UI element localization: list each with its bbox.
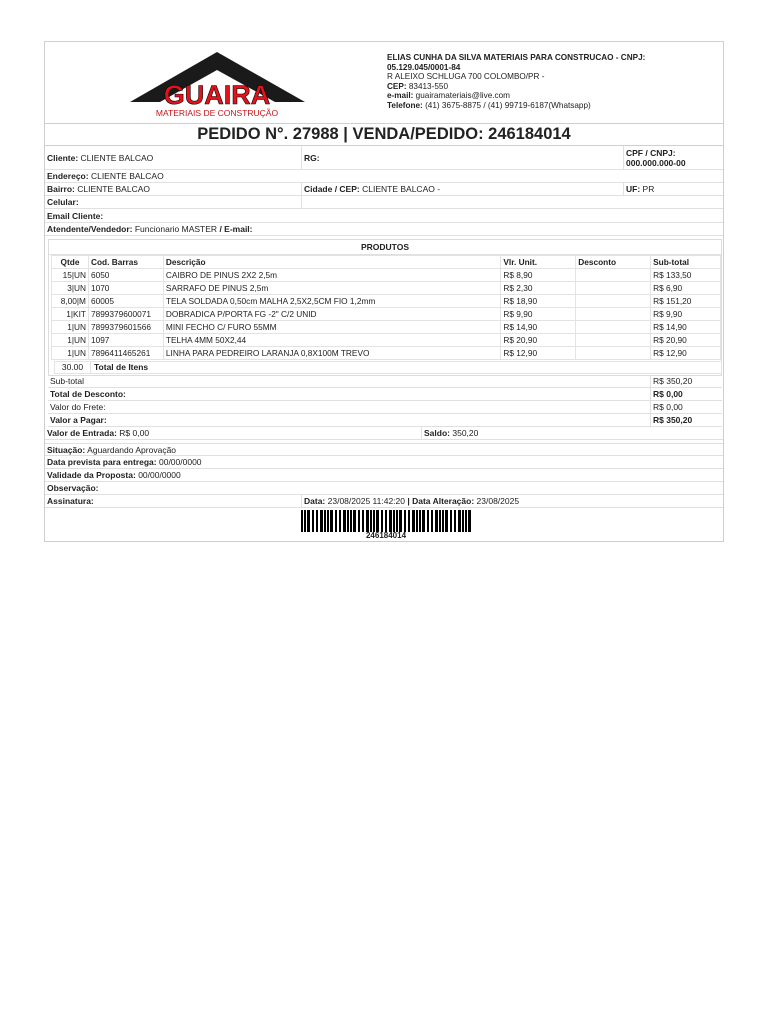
- cpf-cell: CPF / CNPJ: 000.000.000-00: [623, 146, 723, 169]
- subtotal-cell: R$ 9,90: [651, 308, 721, 321]
- qty-cell: 1|UN: [52, 347, 89, 360]
- subtotal-value: R$ 350,20: [650, 375, 723, 387]
- company-cnpj: 05.129.045/0001-84: [387, 62, 461, 72]
- table-row: [52, 308, 721, 321]
- company-cep: 83413-550: [408, 81, 448, 91]
- rg-cell: RG:: [301, 146, 623, 169]
- order-date: 23/08/2025 11:42:20: [327, 496, 405, 506]
- email-row: Email Cliente:: [45, 209, 723, 223]
- description-cell: TELA SOLDADA 0,50cm MALHA 2,5X2,5CM FIO 1,2mm: [163, 295, 500, 308]
- subtotal-cell: R$ 14,90: [651, 321, 721, 334]
- company-info: [387, 53, 717, 110]
- entrada-value: R$ 0,00: [119, 428, 150, 438]
- entrada-row: Valor de Entrada: R$ 0,00 Saldo: 350,20: [45, 427, 723, 440]
- address-row: Endereço: CLIENTE BALCAO: [45, 170, 723, 183]
- client-name: CLIENTE BALCAO: [80, 153, 154, 163]
- to-pay-value: R$ 350,20: [650, 414, 723, 426]
- col-desc: Descrição: [163, 256, 500, 269]
- barcode-cell: 1070: [88, 282, 163, 295]
- validity-row: Validade da Proposta: 00/00/0000: [45, 469, 723, 482]
- order-document: [44, 41, 724, 542]
- qty-cell: 15|UN: [52, 269, 89, 282]
- cep-label: CEP:: [387, 81, 407, 91]
- unit-price-cell: R$ 20,90: [501, 334, 576, 347]
- client-address: CLIENTE BALCAO: [90, 171, 164, 181]
- barcode-cell: 60005: [88, 295, 163, 308]
- subtotal-cell: R$ 20,90: [651, 334, 721, 347]
- unit-price-cell: R$ 8,90: [501, 269, 576, 282]
- client-row: [45, 146, 723, 170]
- col-subtotal: Sub-total: [651, 256, 721, 269]
- delivery-row: Data prevista para entrega: 00/00/0000: [45, 456, 723, 469]
- qty-cell: 3|UN: [52, 282, 89, 295]
- barcode-number: 246184014: [365, 531, 407, 540]
- validity-date: 00/00/0000: [138, 470, 181, 480]
- freight-value: R$ 0,00: [650, 401, 723, 413]
- situation-row: Situação: Aguardando Aprovação: [45, 443, 723, 456]
- qty-cell: 8,00|M: [52, 295, 89, 308]
- total-qty: 30.00: [55, 362, 91, 373]
- qty-cell: 1|KIT: [52, 308, 89, 321]
- table-row: [52, 295, 721, 308]
- unit-price-cell: R$ 12,90: [501, 347, 576, 360]
- logo-brand: GUAIRA: [163, 80, 271, 110]
- discount-cell: [576, 282, 651, 295]
- situation-value: Aguardando Aprovação: [87, 445, 177, 455]
- observation-row: Observação:: [45, 482, 723, 495]
- discount-value: R$ 0,00: [650, 388, 723, 400]
- table-row: [52, 334, 721, 347]
- subtotal-cell: R$ 133,50: [651, 269, 721, 282]
- subtotal-cell: R$ 6,90: [651, 282, 721, 295]
- header: [45, 42, 723, 124]
- col-unit: Vlr. Unit.: [501, 256, 576, 269]
- barcode-cell: 7899379600071: [88, 308, 163, 321]
- unit-price-cell: R$ 18,90: [501, 295, 576, 308]
- company-address: R ALEIXO SCHLUGA 700 COLOMBO/PR -: [387, 72, 545, 81]
- description-cell: DOBRADICA P/PORTA FG -2" C/2 UNID: [163, 308, 500, 321]
- saldo-value: 350,20: [452, 428, 479, 438]
- barcode-cell: 7899379601566: [88, 321, 163, 334]
- discount-cell: [576, 321, 651, 334]
- freight-row: Valor do Frete: R$ 0,00: [48, 401, 722, 414]
- guaira-logo: [130, 52, 305, 120]
- subtotal-cell: R$ 12,90: [651, 347, 721, 360]
- barcode-cell: 7896411465261: [88, 347, 163, 360]
- table-row: [52, 282, 721, 295]
- barcode: [301, 510, 471, 532]
- description-cell: TELHA 4MM 50X2,44: [163, 334, 500, 347]
- table-row: [52, 347, 721, 360]
- attendant-row: Atendente/Vendedor: Funcionario MASTER / E-mail:: [45, 223, 723, 236]
- phone-label: Telefone:: [387, 100, 423, 110]
- logo-tagline: MATERIAIS DE CONSTRUÇÃO: [155, 108, 279, 118]
- email-label: e-mail:: [387, 91, 414, 100]
- barcode-cell: 6050: [88, 269, 163, 282]
- client-bairro: CLIENTE BALCAO: [77, 184, 150, 194]
- discount-cell: [576, 295, 651, 308]
- order-title: PEDIDO N°. 27988 | VENDA/PEDIDO: 246184014: [45, 124, 723, 146]
- description-cell: LINHA PARA PEDREIRO LARANJA 0,8X100M TREVO: [163, 347, 500, 360]
- barcode-cell: 1097: [88, 334, 163, 347]
- client-uf: PR: [642, 184, 655, 194]
- col-cod: Cod. Barras: [88, 256, 163, 269]
- table-row: [52, 269, 721, 282]
- to-pay-row: Valor a Pagar: R$ 350,20: [48, 414, 722, 427]
- change-date: 23/08/2025: [476, 496, 520, 506]
- discount-cell: [576, 308, 651, 321]
- delivery-date: 00/00/0000: [158, 457, 202, 467]
- total-items-row: [54, 361, 722, 374]
- bairro-row: Bairro: CLIENTE BALCAO Cidade / CEP: CLIENTE BALCAO - UF: PR: [45, 183, 723, 196]
- qty-cell: 1|UN: [52, 321, 89, 334]
- products-section: [48, 239, 722, 376]
- qty-cell: 1|UN: [52, 334, 89, 347]
- subtotal-row: Sub-total R$ 350,20: [48, 375, 722, 388]
- table-header: [52, 256, 721, 269]
- unit-price-cell: R$ 9,90: [501, 308, 576, 321]
- discount-cell: [576, 347, 651, 360]
- discount-cell: [576, 334, 651, 347]
- subtotal-cell: R$ 151,20: [651, 295, 721, 308]
- unit-price-cell: R$ 2,30: [501, 282, 576, 295]
- description-cell: SARRAFO DE PINUS 2,5m: [163, 282, 500, 295]
- attendant-name: Funcionario MASTER: [134, 224, 218, 234]
- discount-cell: [576, 269, 651, 282]
- celular-row: Celular:: [45, 196, 723, 209]
- products-table: [51, 255, 721, 360]
- company-name: ELIAS CUNHA DA SILVA MATERIAIS PARA CONSTRUCAO - CNPJ:: [387, 53, 646, 62]
- client-cpf: 000.000.000-00: [626, 158, 686, 168]
- client-cell: Cliente: CLIENTE BALCAO: [47, 153, 154, 163]
- company-email: guairamateriais@live.com: [415, 91, 510, 100]
- client-city: CLIENTE BALCAO -: [362, 184, 441, 194]
- col-qtde: Qtde: [52, 256, 89, 269]
- col-desconto: Desconto: [576, 256, 651, 269]
- company-phone: (41) 3675-8875 / (41) 99719-6187(Whatsapp): [425, 100, 591, 110]
- discount-row: Total de Desconto: R$ 0,00: [48, 388, 722, 401]
- table-row: [52, 321, 721, 334]
- description-cell: CAIBRO DE PINUS 2X2 2,5m: [163, 269, 500, 282]
- total-items-label: Total de Itens: [94, 362, 149, 372]
- signature-row: Assinatura: Data: 23/08/2025 11:42:20 | Data Alteração: 23/08/2025: [45, 495, 723, 508]
- unit-price-cell: R$ 14,90: [501, 321, 576, 334]
- products-title: PRODUTOS: [49, 240, 721, 255]
- description-cell: MINI FECHO C/ FURO 55MM: [163, 321, 500, 334]
